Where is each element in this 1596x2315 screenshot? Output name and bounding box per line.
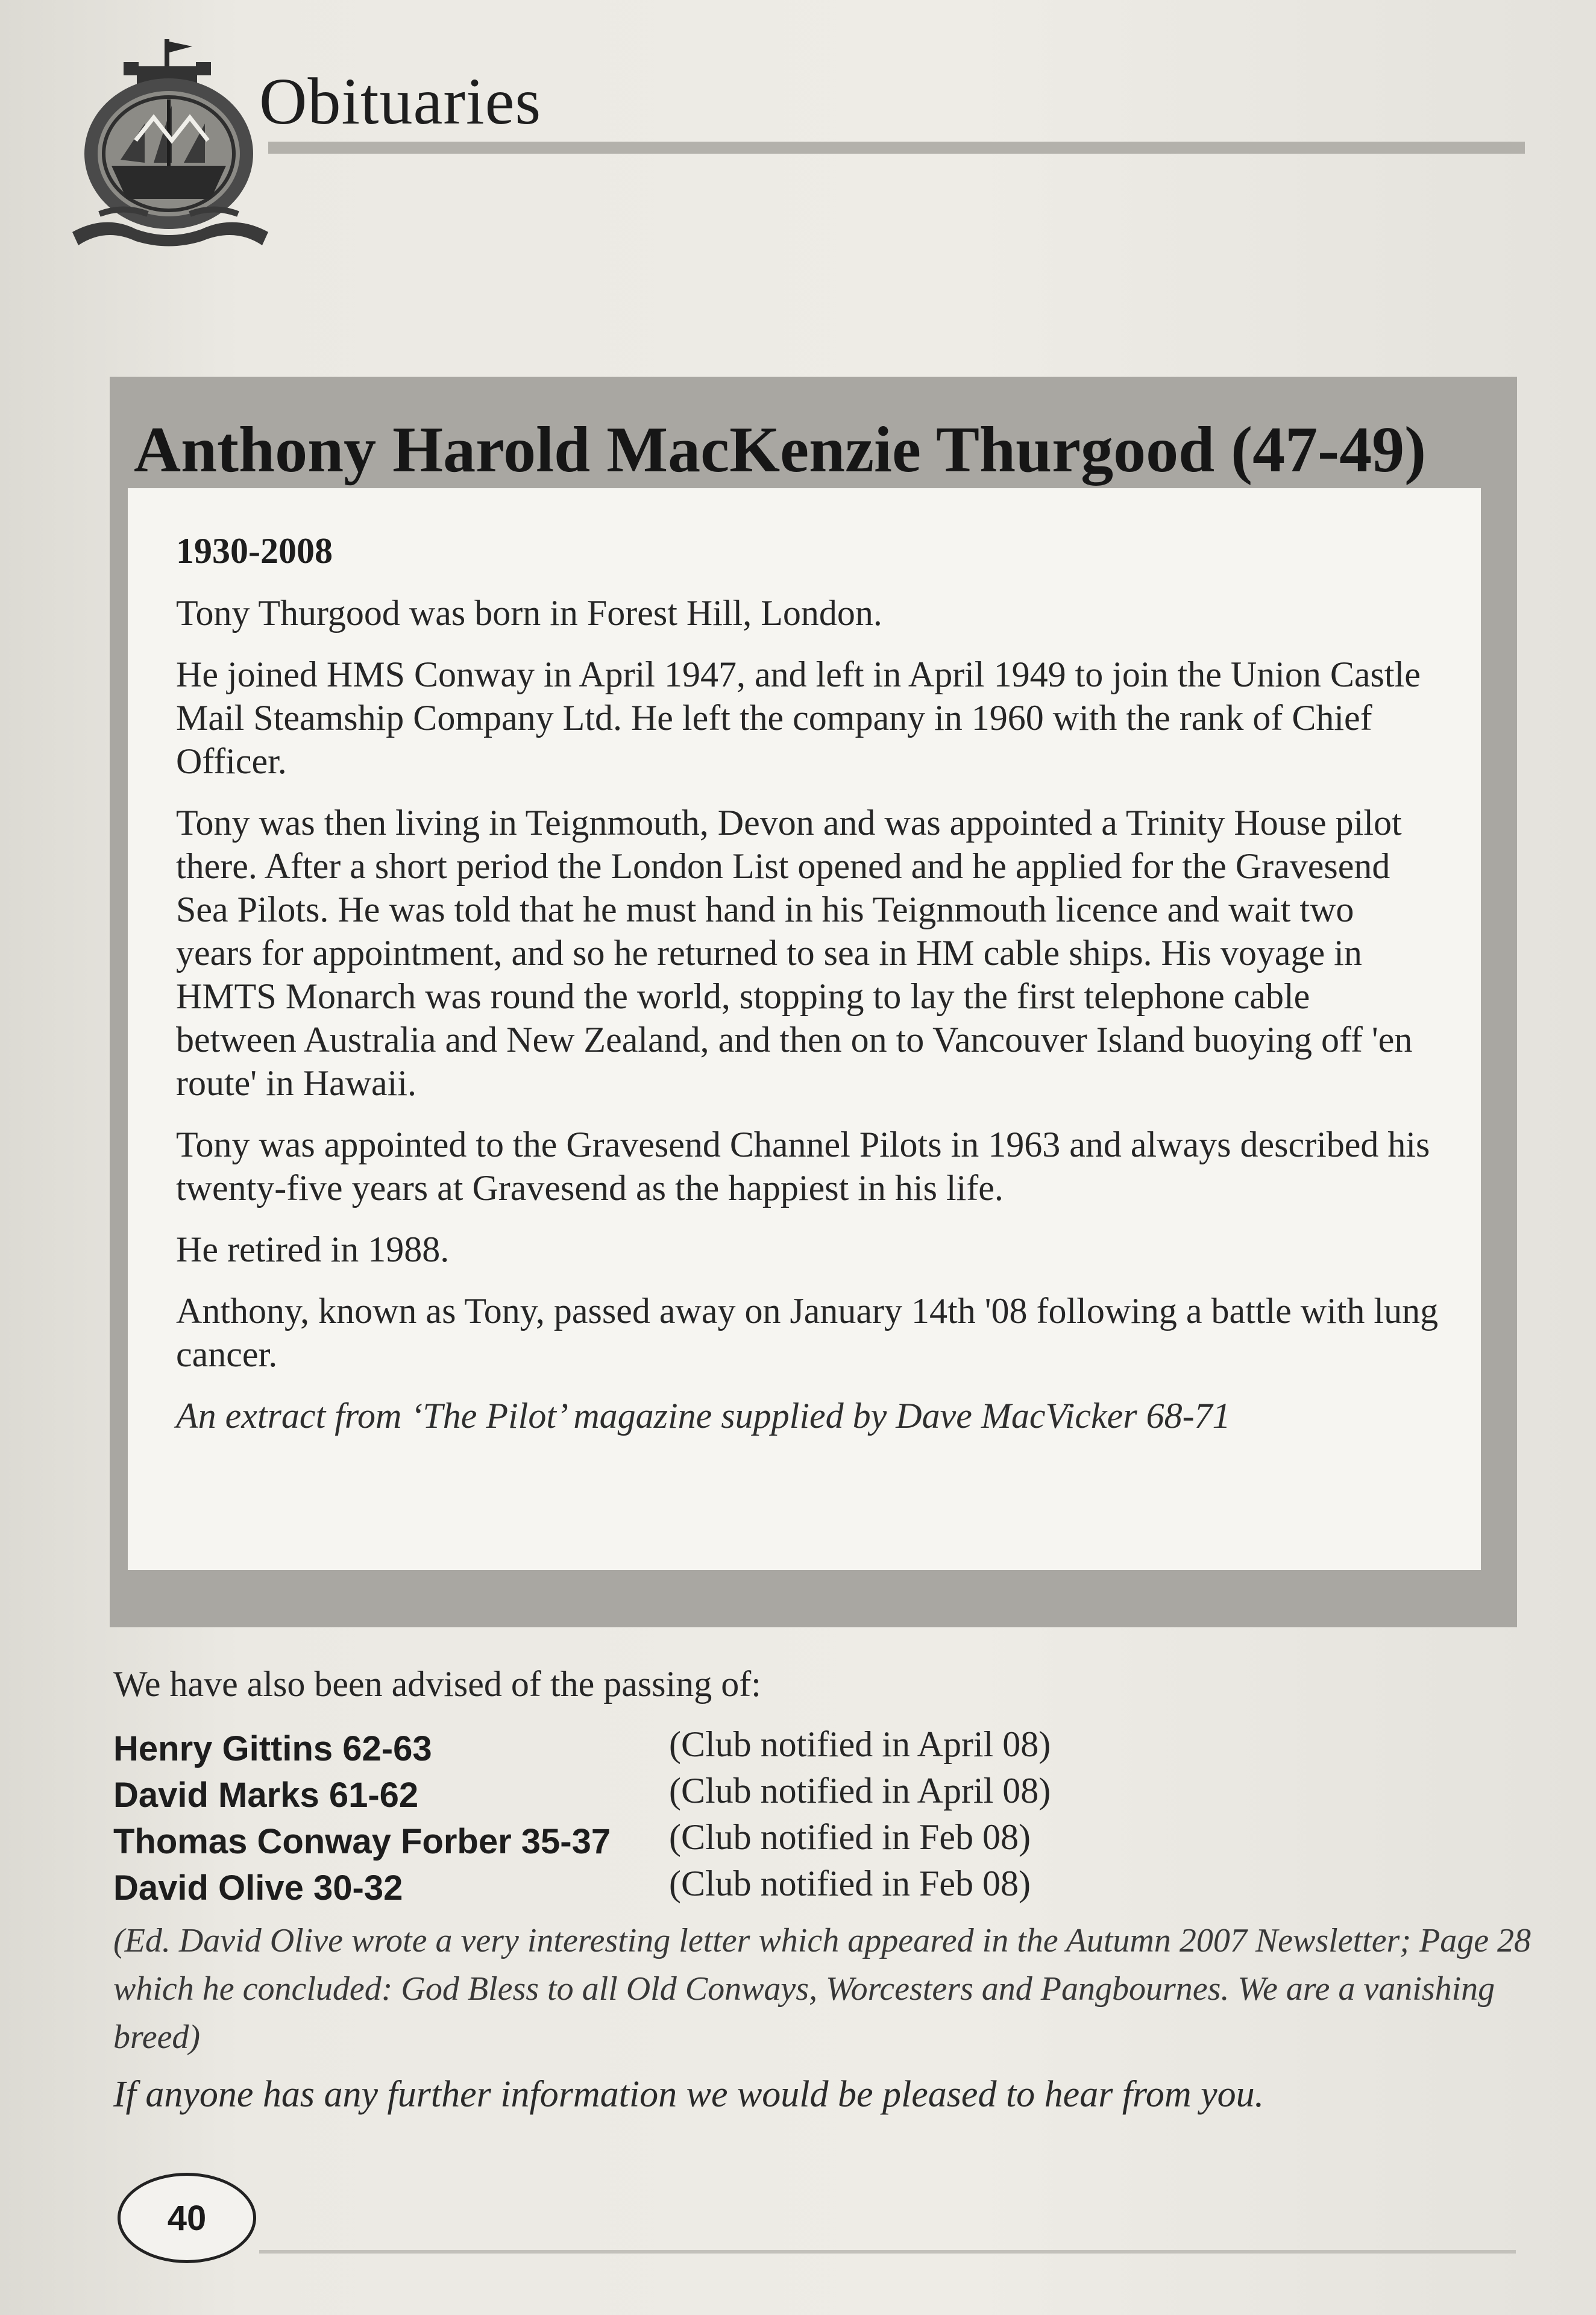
list-item [113, 1724, 1500, 1775]
obituary-paragraph: Tony was appointed to the Gravesend Channel Pilots in 1963 and always described his twenty-five years at Gravesend as the happiest in his life. [176, 1125, 1430, 1208]
passing-name: Henry Gittins 62-63 [113, 1729, 432, 1768]
footer-divider [259, 2250, 1516, 2254]
passing-note: (Club notified in Feb 08) [669, 1817, 1031, 1857]
passing-name: David Olive 30-32 [113, 1868, 403, 1908]
passing-note: (Club notified in April 08) [669, 1724, 1051, 1764]
page-number-badge [118, 2173, 256, 2263]
obituary-name: Anthony Harold MacKenzie Thurgood (47-49) [134, 414, 1427, 486]
passings-list [113, 1724, 1500, 1914]
list-item [113, 1817, 1500, 1868]
also-passed-heading: We have also been advised of the passing of: [113, 1664, 761, 1704]
section-title: Obituaries [259, 64, 542, 138]
obituary-body [128, 488, 1481, 1570]
list-item [113, 1771, 1500, 1821]
passing-note: (Club notified in April 08) [669, 1771, 1051, 1811]
obituary-paragraph: Tony was then living in Teignmouth, Devon and was appointed a Trinity House pilot there. After a short period the London List opened and he applied for the Gravesend Sea Pilots. He was told that he must hand in his Teignmouth licence and wait two years for appointment, and so he returned to sea in HM cable ships. His voyage in HMTS Monarch was round the world, stopping to lay the first telephone cable between Australia and New Zealand, and then on to Vancouver Island buoying off 'en route' in Hawaii. [176, 803, 1413, 1103]
closing-request: If anyone has any further information we would be pleased to hear from you. [113, 2074, 1265, 2115]
passing-note: (Club notified in Feb 08) [669, 1864, 1031, 1903]
ship-crest-icon [63, 33, 274, 250]
obituary-years: 1930-2008 [176, 531, 333, 571]
list-item [113, 1864, 1500, 1914]
editor-note: (Ed. David Olive wrote a very interesting letter which appeared in the Autumn 2007 Newsletter; Page 28 which he concluded: God Bless to all Old Conways, Worcesters and Pangbournes. We are a vanishing breed) [113, 1922, 1532, 2056]
page-number: 40 [167, 2198, 207, 2238]
passing-name: Thomas Conway Forber 35-37 [113, 1822, 611, 1861]
obituary-paragraph: He retired in 1988. [176, 1230, 450, 1269]
obituary-source-credit: An extract from ‘The Pilot’ magazine supplied by Dave MacVicker 68-71 [176, 1396, 1231, 1436]
obituary-paragraph: He joined HMS Conway in April 1947, and left in April 1949 to join the Union Castle Mail Steamship Company Ltd. He left the company in 1960 with the rank of Chief Officer. [176, 655, 1421, 781]
header-divider [268, 142, 1525, 154]
obituary-paragraph: Anthony, known as Tony, passed away on January 14th '08 following a battle with lung cancer. [176, 1291, 1439, 1374]
passing-name: David Marks 61-62 [113, 1776, 419, 1815]
obituary-paragraph: Tony Thurgood was born in Forest Hill, London. [176, 593, 882, 633]
obituary-panel [110, 377, 1517, 1627]
